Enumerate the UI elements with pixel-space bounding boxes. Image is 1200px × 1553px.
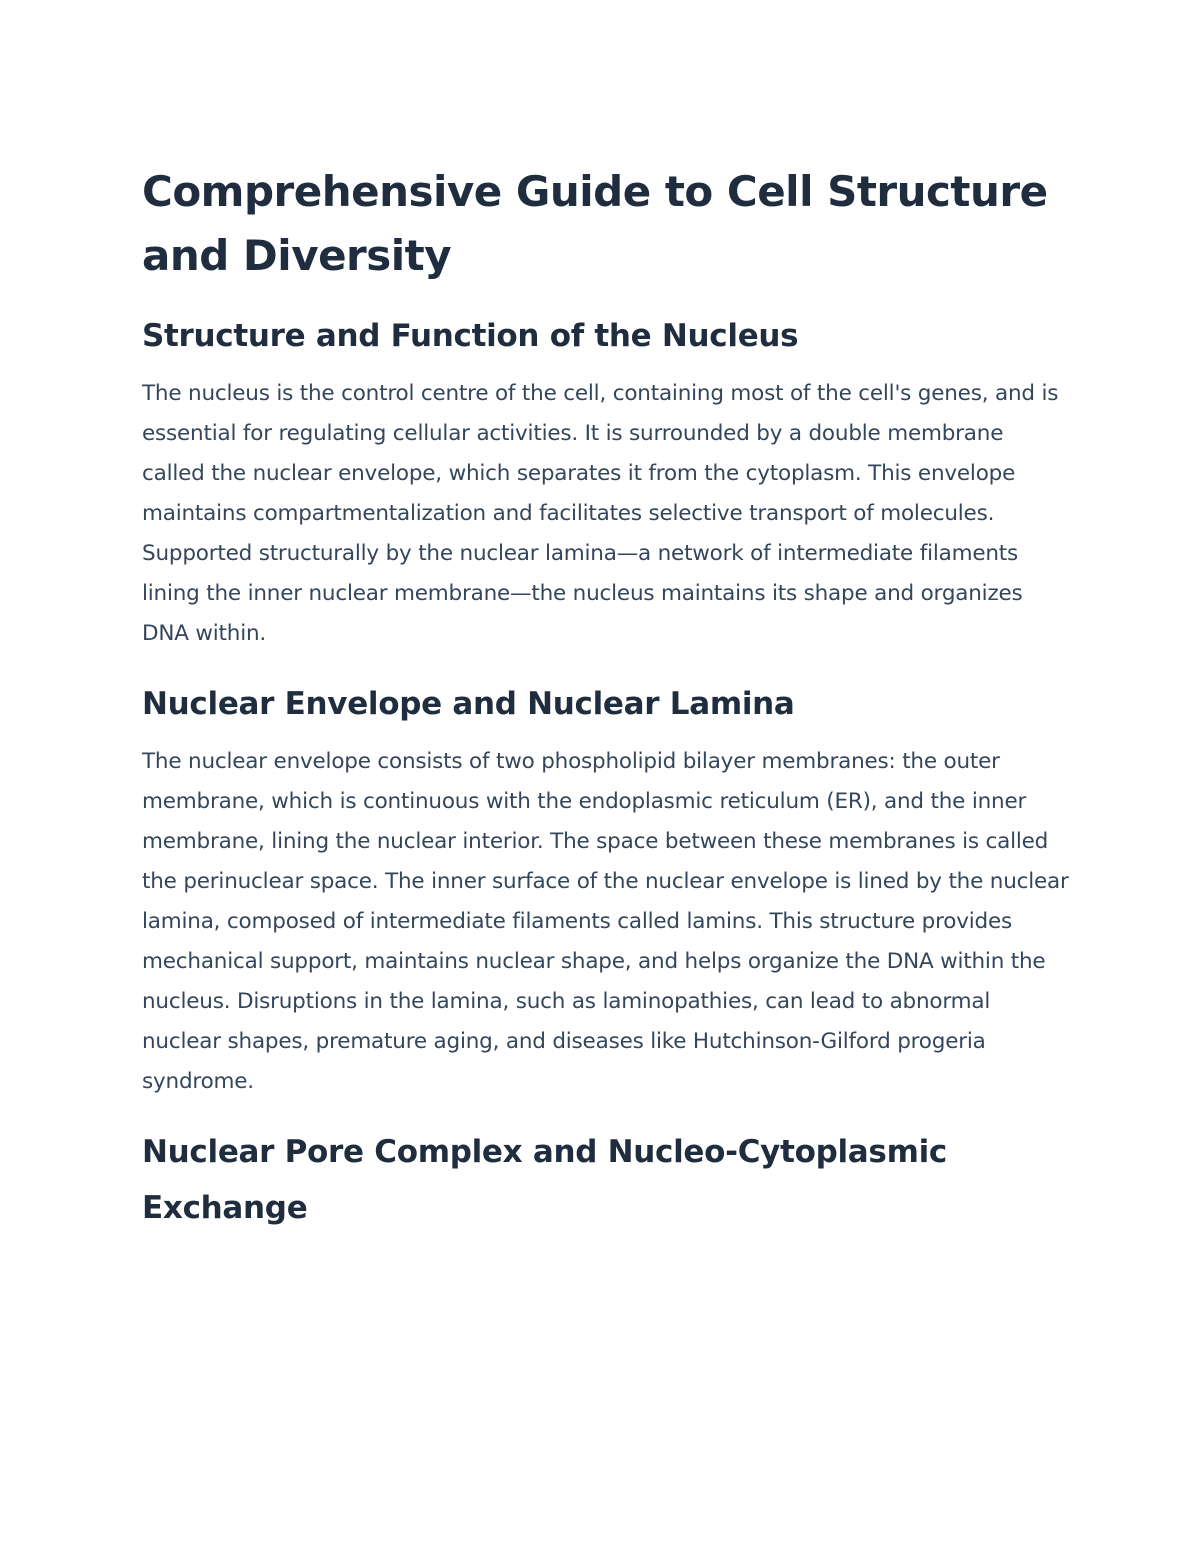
section-body-nuclear-envelope: The nuclear envelope consists of two phospholipid bilayer membranes: the outer membrane, which is continuous with the endoplasmic reticulum (ER), and the inner membrane, lining the nuclear interior. The space between these membranes is called the perinuclear space. The inner surface of the nuclear envelope is lined by the nuclear lamina, composed of intermediate filaments called lamins. This structure provides mechanical support, maintains nuclear shape, and helps organize the DNA within the nucleus. Disruptions in the lamina, such as laminopathies, can lead to abnormal nuclear shapes, premature aging, and diseases like Hutchinson-Gilford progeria syndrome. — [142, 749, 1069, 1094]
document-title: Comprehensive Guide to Cell Structure and Diversity — [142, 167, 1048, 280]
section-heading-nuclear-pore-complex: Nuclear Pore Complex and Nucleo-Cytoplasmic Exchange — [142, 1134, 947, 1226]
document-page — [142, 160, 1072, 1236]
section-body-nucleus: The nucleus is the control centre of the cell, containing most of the cell's genes, and is essential for regulating cellular activities. It is surrounded by a double membrane called the nuclear envelope, which separates it from the cytoplasm. This envelope maintains compartmentalization and facilitates selective transport of molecules. Supported structurally by the nuclear lamina—a network of intermediate filaments lining the inner nuclear membrane—the nucleus maintains its shape and organizes DNA within. — [142, 381, 1059, 646]
section-heading-nucleus: Structure and Function of the Nucleus — [142, 318, 799, 354]
section-heading-nuclear-envelope: Nuclear Envelope and Nuclear Lamina — [142, 686, 795, 722]
